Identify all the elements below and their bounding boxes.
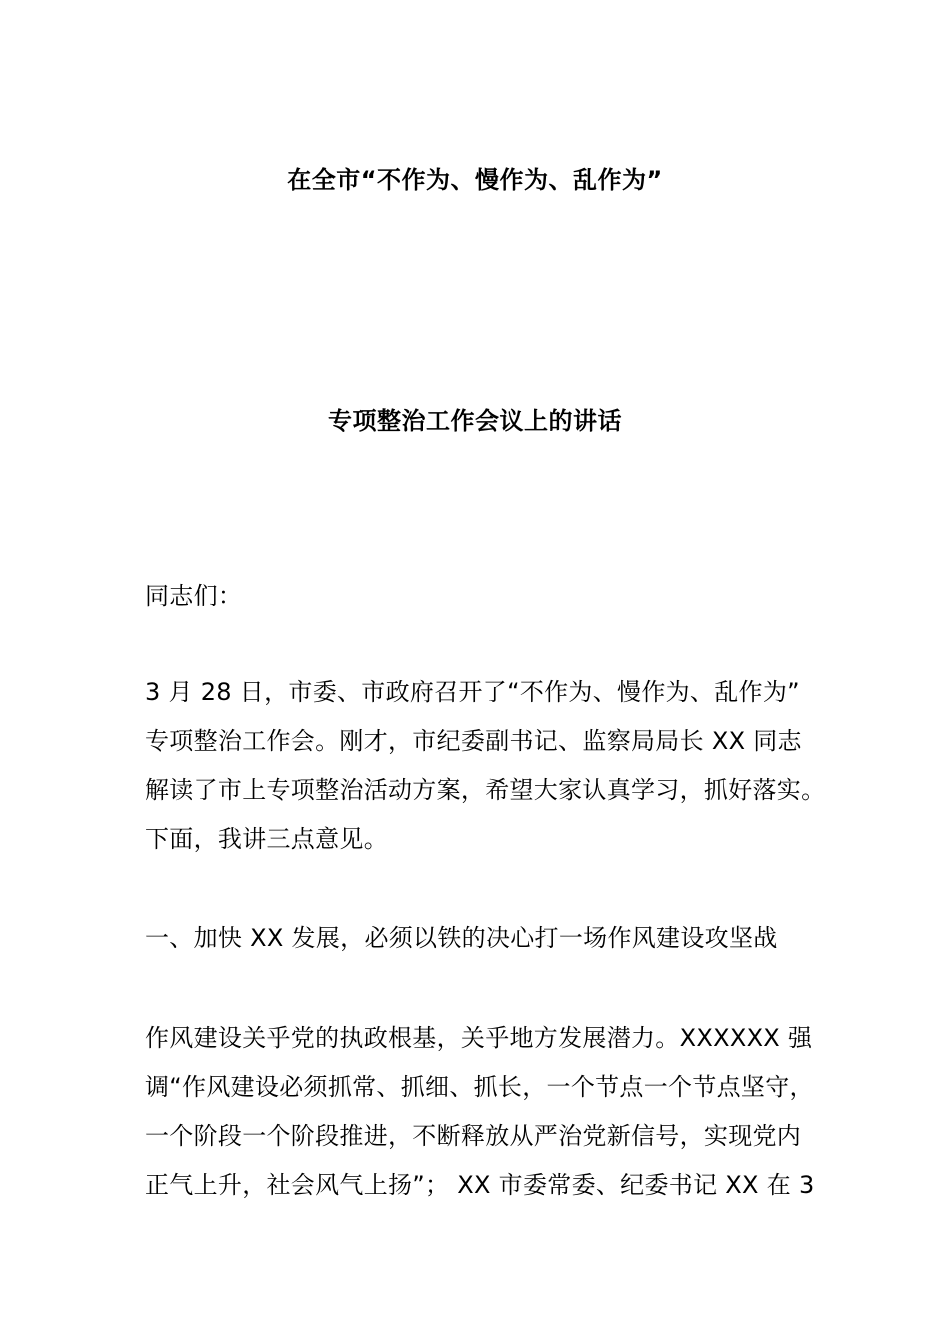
paragraph-2-line: 一个阶段一个阶段推进，不断释放从严治党新信号，实现党内 <box>145 1122 802 1150</box>
paragraph-2-line: 调“作风建设必须抓常、抓细、抓长，一个节点一个节点坚守， <box>145 1073 814 1101</box>
document-title-line-1: 在全市“不作为、慢作为、乱作为” <box>287 166 663 194</box>
document-title-line-2: 专项整治工作会议上的讲话 <box>328 407 622 435</box>
paragraph-1-line: 下面，我讲三点意见。 <box>145 825 388 853</box>
paragraph-1-line: 专项整治工作会。刚才，市纪委副书记、监察局局长 XX 同志 <box>145 727 802 755</box>
paragraph-1-line: 3 月 28 日，市委、市政府召开了“不作为、慢作为、乱作为” <box>145 678 800 706</box>
salutation: 同志们： <box>145 582 243 610</box>
paragraph-2-line: 作风建设关乎党的执政根基，关乎地方发展潜力。XXXXXX 强 <box>145 1024 813 1052</box>
paragraph-1-line: 解读了市上专项整治活动方案，希望大家认真学习，抓好落实。 <box>145 776 826 804</box>
paragraph-1 <box>145 668 825 864</box>
section-heading-1: 一、加快 XX 发展，必须以铁的决心打一场作风建设攻坚战 <box>145 924 778 952</box>
paragraph-2-line: 正气上升，社会风气上扬”； XX 市委常委、纪委书记 XX 在 3 <box>145 1171 815 1199</box>
paragraph-2 <box>145 1014 825 1210</box>
